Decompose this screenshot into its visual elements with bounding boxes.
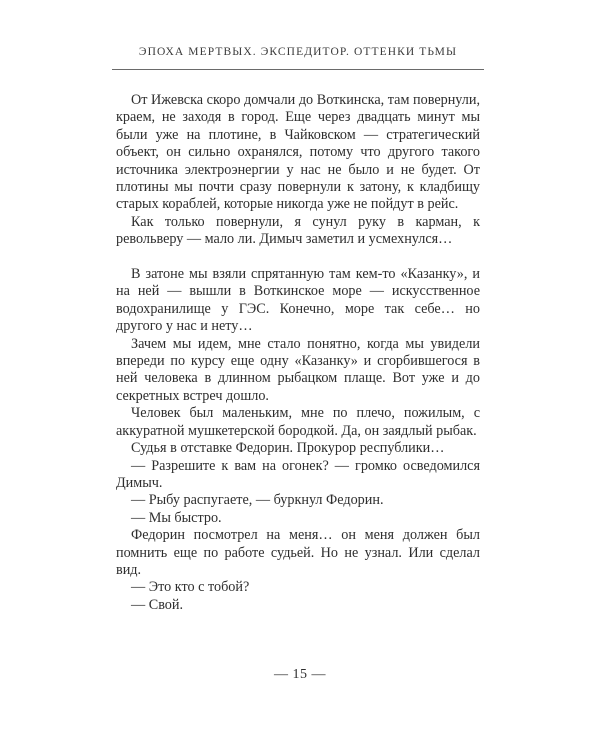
dialogue-line: — Свой. xyxy=(131,596,184,613)
paragraph: В затоне мы взяли спрятанную там кем-то «Казанку», и на ней — вышли в Воткинское море — искусственное водохранилище у ГЭС. Конечно, море так себе… но другого у нас и нету… xyxy=(116,266,480,335)
page-number: — 15 — xyxy=(274,667,326,682)
paragraph: Как только повернули, я сунул руку в карман, к револьверу — мало ли. Димыч заметил и усмехнулся… xyxy=(116,213,480,248)
paragraph: Человек был маленьким, мне по плечо, пожилым, с аккуратной мушкетерской бородкой. Да, он заядлый рыбак. xyxy=(116,405,480,439)
paragraph: От Ижевска скоро домчали до Воткинска, там повернули, краем, не заходя в город. Еще через двадцать минут мы были уже на плотине, в Чайковском — стратегический объект, он сильно охранялся, потому что другого такого источника электроэнергии у нас не было и не будет. От плотины мы почти сразу повернули к затону, к кладбищу старых кораблей, которые никогда уже не пойдут в рейс. xyxy=(116,92,480,213)
running-header: ЭПОХА МЕРТВЫХ. ЭКСПЕДИТОР. ОТТЕНКИ ТЬМЫ xyxy=(138,46,458,58)
paragraph: Судья в отставке Федорин. Прокурор республики… xyxy=(131,440,445,457)
body-text xyxy=(116,92,480,614)
dialogue-line: — Рыбу распугаете, — буркнул Федорин. xyxy=(131,492,384,509)
header-rule xyxy=(112,69,484,70)
dialogue-line: — Это кто с тобой? xyxy=(131,579,250,596)
paragraph: Зачем мы идем, мне стало понятно, когда мы увидели впереди по курсу еще одну «Казанку» и сгорбившегося в ней человека в длинном рыбацком плаще. Вот уже и до секретных встреч дошло. xyxy=(116,335,480,404)
section-gap xyxy=(116,249,480,266)
dialogue-line: — Разрешите к вам на огонек? — громко осведомился Димыч. xyxy=(116,457,480,491)
dialogue-line: — Мы быстро. xyxy=(131,509,222,526)
paragraph: Федорин посмотрел на меня… он меня должен был помнить еще по работе судьей. Но не узнал. Или сделал вид. xyxy=(116,527,480,578)
